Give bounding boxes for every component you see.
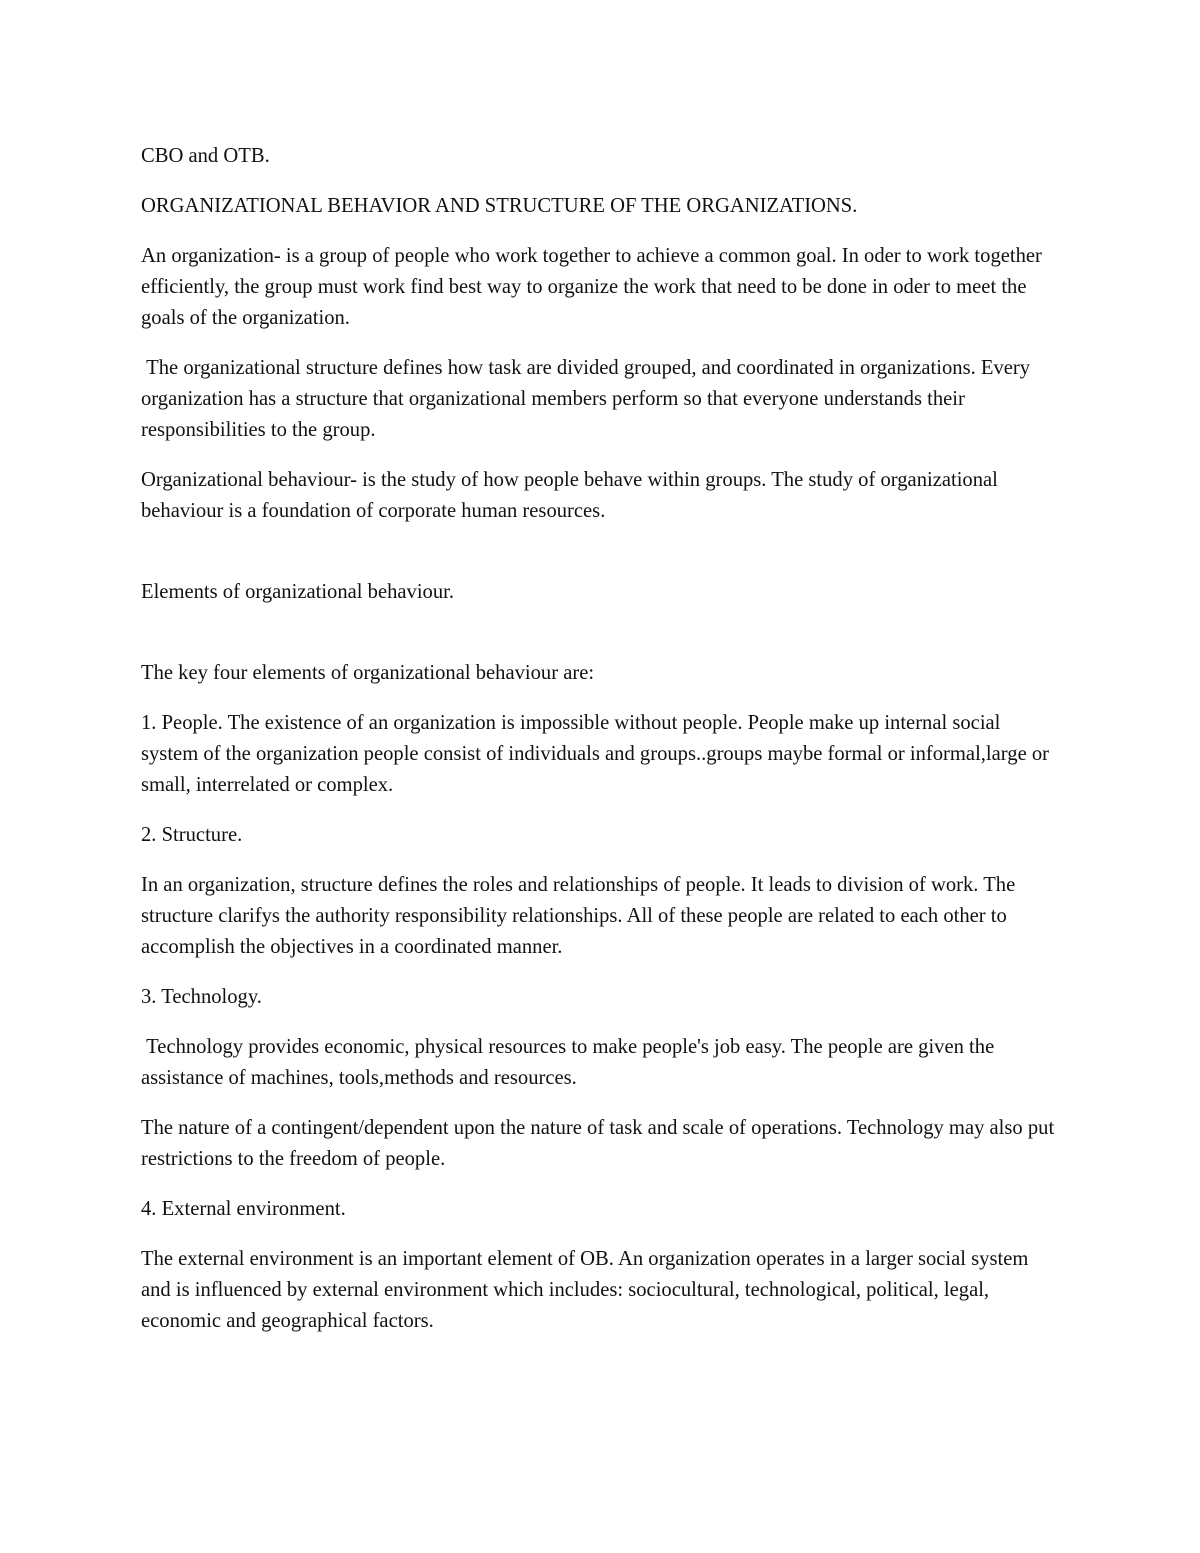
item-technology-body-1: Technology provides economic, physical resources to make people's job easy. The people are given the assistance of machines, tools,methods and resources. xyxy=(141,1036,1000,1089)
item-technology-body-2: The nature of a contingent/dependent upon the nature of task and scale of operations. Technology may also put restrictions to the freedom of people. xyxy=(141,1117,1055,1170)
document-heading: ORGANIZATIONAL BEHAVIOR AND STRUCTURE OF THE ORGANIZATIONS. xyxy=(141,195,858,217)
item-environment-body: The external environment is an important element of OB. An organization operates in a larger social system and is influenced by external environment which includes: sociocultural, technological, political, legal, economic and geographical factors. xyxy=(141,1248,1029,1332)
paragraph-structure: The organizational structure defines how task are divided grouped, and coordinated in organizations. Every organization has a structure that organizational members perform so that everyone understands their responsibilities to the group. xyxy=(141,357,1036,441)
paragraph-organization: An organization- is a group of people who work together to achieve a common goal. In oder to work together efficiently, the group must work find best way to organize the work that need to be done in oder to meet the goals of the organization. xyxy=(141,245,1042,329)
course-line: CBO and OTB. xyxy=(141,145,270,167)
item-people: 1. People. The existence of an organization is impossible without people. People make up internal social system of the organization people consist of individuals and groups..groups maybe formal or informal,large or small, interrelated or complex. xyxy=(141,712,1050,796)
item-environment-heading: 4. External environment. xyxy=(141,1198,346,1220)
document-body xyxy=(141,141,1061,1356)
paragraph-behaviour: Organizational behaviour- is the study of how people behave within groups. The study of organizational behaviour is a foundation of corporate human resources. xyxy=(141,469,998,522)
item-technology-heading: 3. Technology. xyxy=(141,986,262,1008)
item-structure-body: In an organization, structure defines the roles and relationships of people. It leads to division of work. The structure clarifys the authority responsibility relationships. All of these people are related to each other to accomplish the objectives in a coordinated manner. xyxy=(141,874,1016,958)
key-four-intro: The key four elements of organizational behaviour are: xyxy=(141,662,595,684)
elements-title: Elements of organizational behaviour. xyxy=(141,581,455,603)
item-structure-heading: 2. Structure. xyxy=(141,824,243,846)
